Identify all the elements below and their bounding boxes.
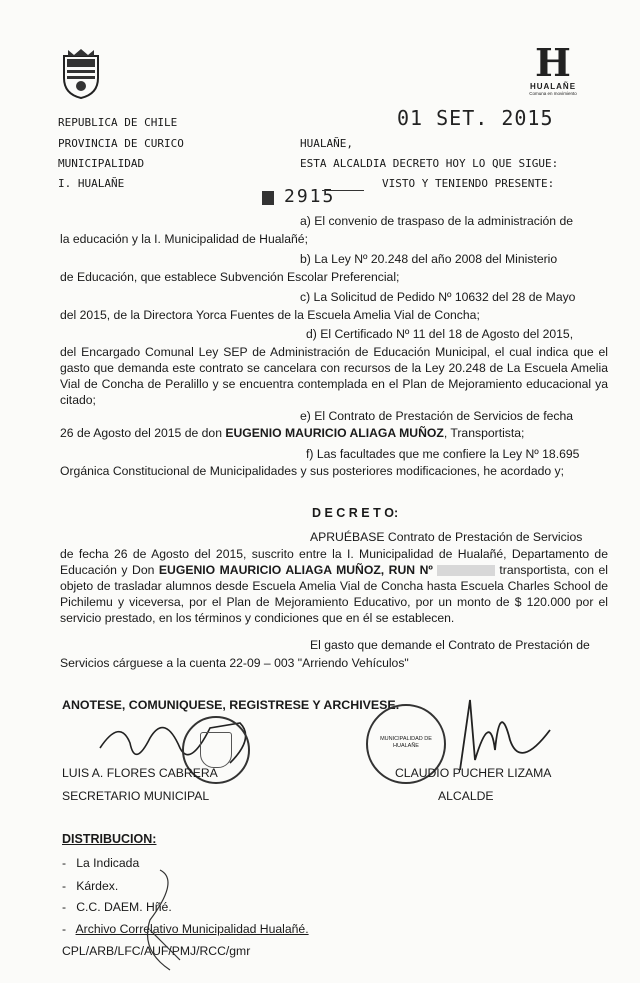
- distribution-item: - La Indicada: [62, 856, 140, 870]
- decreto-title: D E C R E T O:: [312, 506, 399, 520]
- header-municipality: MUNICIPALIDAD: [58, 157, 145, 170]
- decreto-p1-rest: transportista, con el objeto de trasladar alumnos desde Escuela Amelia Vial de Concha hasta Escuela Charles School de Pichilemu y viceversa, por el Plan de Mejoramiento Educativo, por un monto de $ 120.000 por el servicio prestado, en los términos y condiciones que en él se establecen.: [60, 563, 608, 625]
- item-e-rest: [60, 426, 524, 440]
- initials-scribble-icon: [120, 860, 200, 980]
- decreto-p1-body: [60, 546, 608, 626]
- item-e-text: 26 de Agosto del 2015 de don: [60, 426, 226, 440]
- brand-name: HUALAÑE: [529, 82, 577, 91]
- item-f-rest: Orgánica Constitucional de Municipalidades y sus posteriores modificaciones, he acordado y;: [60, 464, 565, 478]
- mayor-name: CLAUDIO PUCHER LIZAMA: [395, 766, 552, 780]
- item-e-first: e) El Contrato de Prestación de Servicios de fecha: [300, 409, 574, 423]
- decreto-contractor: EUGENIO MAURICIO ALIAGA MUÑOZ, RUN Nº: [158, 563, 433, 577]
- brand-h-icon: H: [535, 40, 571, 85]
- item-d-first: d) El Certificado Nº 11 del 18 de Agosto del 2015,: [306, 327, 574, 341]
- secretary-name: LUIS A. FLORES CABRERA: [62, 766, 218, 780]
- stamp-mark-icon: [262, 191, 274, 205]
- municipal-emblem: [58, 48, 104, 100]
- municipal-coat-of-arms-icon: [58, 48, 104, 100]
- item-e-tail: , Transportista;: [443, 426, 525, 440]
- item-c-first: c) La Solicitud de Pedido Nº 10632 del 28 de Mayo: [300, 290, 576, 304]
- date-stamp: 01 SET. 2015: [397, 106, 554, 130]
- closing-formula: ANOTESE, COMUNIQUESE, REGISTRESE Y ARCHIVESE.: [62, 698, 400, 712]
- seal-shield-icon: [200, 732, 232, 768]
- decreto-p1-first: APRUÉBASE Contrato de Prestación de Servicios: [310, 530, 583, 544]
- contractor-name: EUGENIO MAURICIO ALIAGA MUÑOZ: [225, 426, 444, 440]
- distribution-item-label: Archivo Correlativo Municipalidad Hualañé.: [75, 922, 309, 936]
- item-d-rest: del Encargado Comunal Ley SEP de Administración de Educación Municipal, el cual indica que el gasto que demanda este contrato se cancelara con recursos de la Ley 20.248 de La Escuela Amelia Vial de Concha de Peralillo y se encuentra contemplada en el Plan de Mejoramiento educacional ya citado;: [60, 345, 608, 407]
- distribution-item-label: C.C. DAEM. Hñé.: [76, 900, 172, 914]
- header-place: HUALAÑE,: [300, 137, 353, 150]
- decreto-p2-first: El gasto que demande el Contrato de Prestación de: [310, 638, 590, 652]
- header-republic: REPUBLICA DE CHILE: [58, 116, 178, 129]
- item-b-first: b) La Ley Nº 20.248 del año 2008 del Ministerio: [300, 252, 558, 266]
- distribution-item-label: Kárdex.: [76, 879, 119, 893]
- distribution-item-label: La Indicada: [76, 856, 140, 870]
- item-a-first: a) El convenio de traspaso de la administración de: [300, 214, 574, 228]
- item-a-rest: la educación y la I. Municipalidad de Hualañé;: [60, 232, 308, 246]
- hualane-brand-logo: [528, 40, 578, 106]
- distribution-item: - C.C. DAEM. Hñé.: [62, 900, 172, 914]
- item-c-rest: del 2015, de la Directora Yorca Fuentes de la Escuela Amelia Vial de Concha;: [60, 308, 480, 322]
- header-visto: VISTO Y TENIENDO PRESENTE:: [382, 177, 555, 190]
- distribution-item: - Archivo Correlativo Municipalidad Hualañé.: [62, 922, 309, 936]
- seal-text: MUNICIPALIDAD DE HUALAÑE: [380, 736, 432, 749]
- mayor-title: ALCALDE: [438, 789, 494, 803]
- item-f-first: f) Las facultades que me confiere la Ley Nº 18.695: [306, 447, 580, 461]
- distribution-item: - Kárdex.: [62, 879, 119, 893]
- secretary-title: SECRETARIO MUNICIPAL: [62, 789, 210, 803]
- distribution-initials: CPL/ARB/LFC/AUF/PMJ/RCC/gmr: [62, 944, 251, 958]
- number-underline: [322, 190, 364, 191]
- decreto-p2-second: Servicios cárguese a la cuenta 22-09 – 003 "Arriendo Vehículos": [60, 656, 409, 670]
- decreto-p1-text: de fecha 26 de Agosto del 2015, suscrito entre la I. Municipalidad de Hualañé, Departamento de Educación y Don: [60, 547, 608, 577]
- decree-number: 2915: [284, 186, 336, 207]
- redacted-run: [437, 565, 495, 576]
- header-commune: I. HUALAÑE: [58, 177, 125, 190]
- distribution-title: DISTRIBUCION:: [62, 832, 157, 846]
- header-province: PROVINCIA DE CURICO: [58, 137, 184, 150]
- item-b-rest: de Educación, que establece Subvención Escolar Preferencial;: [60, 270, 400, 284]
- brand-tagline: Comuna en movimiento: [529, 91, 577, 96]
- header-alcaldia: ESTA ALCALDIA DECRETO HOY LO QUE SIGUE:: [300, 157, 559, 170]
